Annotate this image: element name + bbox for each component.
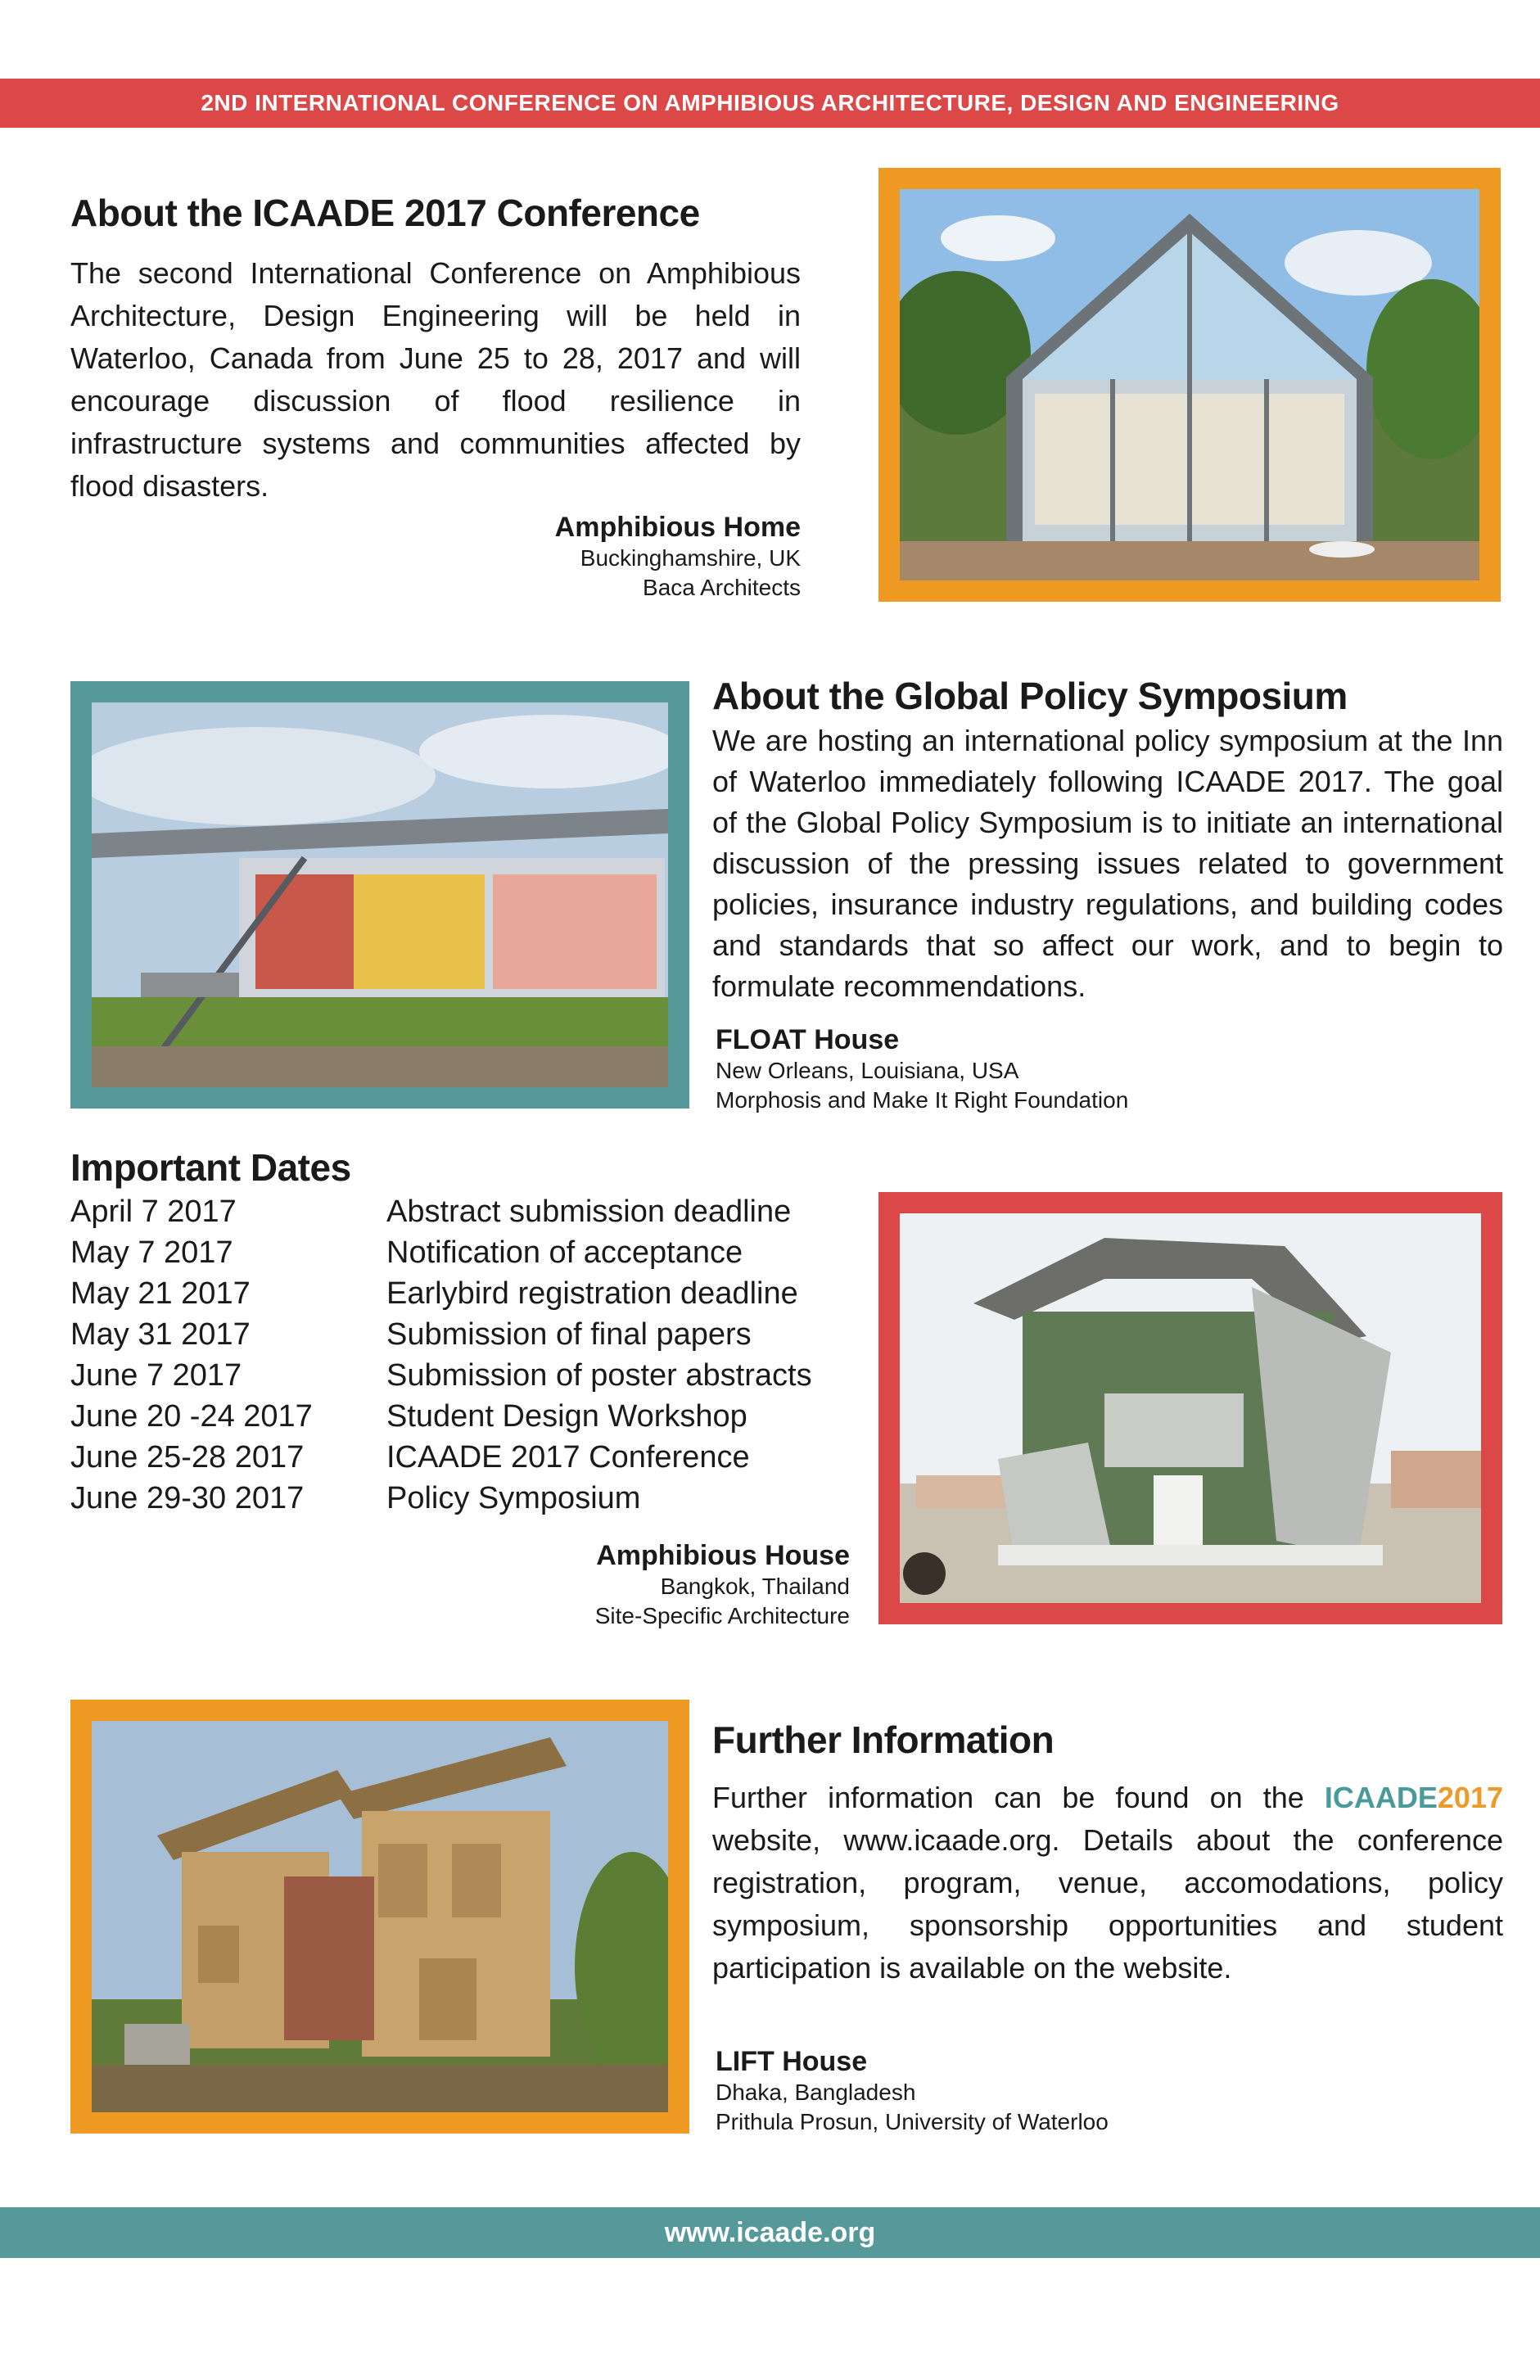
symposium-caption bbox=[716, 1023, 1502, 1115]
amphibious-house-photo bbox=[878, 1192, 1502, 1624]
brand-year: 2017 bbox=[1437, 1781, 1503, 1814]
brand-icaade: ICAADE bbox=[1324, 1781, 1438, 1814]
conference-heading: About the ICAADE 2017 Conference bbox=[70, 192, 700, 234]
top-banner bbox=[0, 79, 1540, 128]
further-body-pre: Further information can be found on the bbox=[712, 1781, 1325, 1814]
banner-text: 2ND INTERNATIONAL CONFERENCE ON AMPHIBIOUS ARCHITECTURE, DESIGN AND ENGINEERING bbox=[201, 90, 1339, 115]
float-house-illustration bbox=[92, 702, 668, 1087]
date-item: May 31 2017 bbox=[70, 1317, 251, 1352]
symposium-body: We are hosting an international policy symposium at the Inn of Waterloo immediately following ICAADE 2017. The goal of the Global Policy Symposium is to initiate an international discussion of the pressing issues related to government policies, insurance industry regulations, and building codes and standards that so affect our work, and to begin to formulate recommendations. bbox=[712, 724, 1503, 1003]
dates-caption bbox=[442, 1539, 850, 1631]
caption-credit: Site-Specific Architecture bbox=[594, 1603, 850, 1628]
date-item: April 7 2017 bbox=[70, 1195, 237, 1229]
caption-credit: Prithula Prosun, University of Waterloo bbox=[716, 2109, 1109, 2134]
footer-bar bbox=[0, 2207, 1540, 2258]
caption-title: FLOAT House bbox=[716, 1024, 900, 1055]
caption-credit: Baca Architects bbox=[643, 575, 801, 600]
further-caption bbox=[716, 2045, 1502, 2137]
dates-heading: Important Dates bbox=[70, 1146, 351, 1189]
amphibious-home-photo bbox=[878, 168, 1501, 602]
caption-location: New Orleans, Louisiana, USA bbox=[716, 1058, 1019, 1083]
conference-caption bbox=[409, 511, 801, 603]
event-item: ICAADE 2017 Conference bbox=[386, 1440, 750, 1475]
caption-title: Amphibious Home bbox=[554, 512, 801, 543]
event-item: Earlybird registration deadline bbox=[386, 1276, 798, 1311]
date-item: June 25-28 2017 bbox=[70, 1440, 305, 1475]
date-item: June 20 -24 2017 bbox=[70, 1399, 313, 1434]
conference-body: The second International Conference on Amphibious Architecture, Design Engineering will be held in Waterloo, Canada from June 25 to 28, 2017 and will encourage discussion of flood resilience in infrastructure systems and communities affected by flood disasters. bbox=[70, 256, 801, 503]
event-item: Policy Symposium bbox=[386, 1481, 641, 1515]
event-item: Submission of poster abstracts bbox=[386, 1358, 812, 1393]
further-heading: Further Information bbox=[712, 1718, 1055, 1761]
caption-location: Dhaka, Bangladesh bbox=[716, 2080, 916, 2105]
house-gable-illustration bbox=[900, 189, 1479, 580]
date-item: June 7 2017 bbox=[70, 1358, 242, 1393]
caption-title: LIFT House bbox=[716, 2046, 868, 2077]
event-item: Notification of acceptance bbox=[386, 1235, 743, 1270]
dates-column bbox=[70, 1191, 382, 1519]
symposium-heading: About the Global Policy Symposium bbox=[712, 675, 1348, 717]
caption-location: Buckinghamshire, UK bbox=[580, 545, 801, 571]
event-item: Abstract submission deadline bbox=[386, 1195, 792, 1229]
caption-title: Amphibious House bbox=[596, 1540, 850, 1571]
amphibious-house-illustration bbox=[900, 1213, 1481, 1603]
date-item: May 7 2017 bbox=[70, 1235, 233, 1270]
event-item: Submission of final papers bbox=[386, 1317, 752, 1352]
lift-house-illustration bbox=[92, 1721, 668, 2112]
date-item: June 29-30 2017 bbox=[70, 1481, 305, 1515]
further-body-post: website, www.icaade.org. Details about the conference registration, program, venue, accomodations, policy symposium, sponsorship opportunities and student participation is available on the website. bbox=[712, 1823, 1503, 1985]
caption-credit: Morphosis and Make It Right Foundation bbox=[716, 1087, 1129, 1113]
date-item: May 21 2017 bbox=[70, 1276, 251, 1311]
footer-url-link[interactable]: www.icaade.org bbox=[664, 2216, 876, 2248]
events-column bbox=[386, 1191, 845, 1519]
lift-house-photo bbox=[70, 1700, 689, 2134]
float-house-photo bbox=[70, 681, 689, 1109]
caption-location: Bangkok, Thailand bbox=[660, 1574, 850, 1599]
further-body bbox=[712, 1777, 1503, 1989]
event-item: Student Design Workshop bbox=[386, 1399, 747, 1434]
